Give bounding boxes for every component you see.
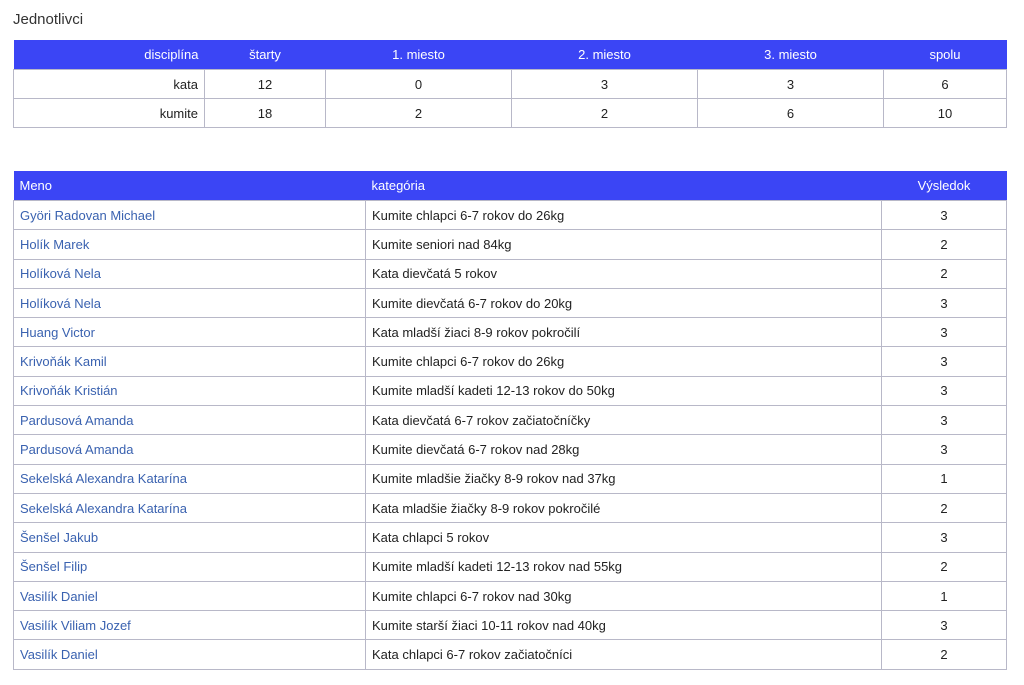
result-cell: 3 — [882, 376, 1007, 405]
result-cell: 3 — [882, 201, 1007, 230]
results-header-result: Výsledok — [882, 171, 1007, 201]
table-row — [14, 376, 1007, 405]
result-cell: 3 — [882, 347, 1007, 376]
name-cell — [14, 318, 366, 347]
summary-cell-discipline: kata — [14, 70, 205, 99]
summary-cell-second-place: 3 — [512, 70, 698, 99]
result-cell: 1 — [882, 464, 1007, 493]
table-row — [14, 493, 1007, 522]
athlete-name-link[interactable]: Vasilík Daniel — [20, 588, 98, 604]
category-cell: Kata mladší žiaci 8-9 rokov pokročilí — [366, 318, 882, 347]
athlete-name-link[interactable]: Holíková Nela — [20, 266, 101, 282]
athlete-name-link[interactable]: Györi Radovan Michael — [20, 207, 156, 223]
category-cell: Kumite chlapci 6-7 rokov nad 30kg — [366, 581, 882, 610]
table-row — [14, 523, 1007, 552]
result-cell: 2 — [882, 259, 1007, 288]
summary-header-third-place: 3. miesto — [698, 40, 884, 70]
summary-row — [14, 70, 1007, 99]
results-header-category: kategória — [366, 171, 882, 201]
name-cell — [14, 259, 366, 288]
category-cell: Kumite chlapci 6-7 rokov do 26kg — [366, 347, 882, 376]
category-cell: Kumite starší žiaci 10-11 rokov nad 40kg — [366, 611, 882, 640]
category-cell: Kata chlapci 5 rokov — [366, 523, 882, 552]
result-cell: 2 — [882, 230, 1007, 259]
athlete-name-link[interactable]: Vasilík Daniel — [20, 647, 98, 663]
table-row — [14, 581, 1007, 610]
summary-cell-total: 6 — [884, 70, 1007, 99]
results-header-name: Meno — [14, 171, 366, 201]
summary-cell-discipline: kumite — [14, 99, 205, 128]
table-row — [14, 611, 1007, 640]
result-cell: 3 — [882, 523, 1007, 552]
summary-table — [13, 40, 1007, 128]
table-row — [14, 230, 1007, 259]
athlete-name-link[interactable]: Holíková Nela — [20, 295, 101, 311]
result-cell: 3 — [882, 611, 1007, 640]
athlete-name-link[interactable]: Šenšel Filip — [20, 559, 88, 575]
category-cell: Kumite mladší kadeti 12-13 rokov nad 55kg — [366, 552, 882, 581]
category-cell: Kata dievčatá 5 rokov — [366, 259, 882, 288]
summary-cell-starts: 18 — [205, 99, 326, 128]
table-row — [14, 552, 1007, 581]
category-cell: Kata mladšie žiačky 8-9 rokov pokročilé — [366, 493, 882, 522]
summary-cell-first-place: 0 — [326, 70, 512, 99]
table-row — [14, 318, 1007, 347]
athlete-name-link[interactable]: Pardusová Amanda — [20, 412, 134, 428]
summary-header-starts: štarty — [205, 40, 326, 70]
table-row — [14, 347, 1007, 376]
results-header-row — [14, 171, 1007, 201]
name-cell — [14, 523, 366, 552]
category-cell: Kumite dievčatá 6-7 rokov do 20kg — [366, 288, 882, 317]
name-cell — [14, 230, 366, 259]
section-title: Jednotlivci — [13, 11, 84, 28]
athlete-name-link[interactable]: Holík Marek — [20, 236, 90, 252]
table-row — [14, 288, 1007, 317]
name-cell — [14, 376, 366, 405]
summary-header-total: spolu — [884, 40, 1007, 70]
category-cell: Kata dievčatá 6-7 rokov začiatočníčky — [366, 406, 882, 435]
table-row — [14, 640, 1007, 669]
summary-cell-third-place: 6 — [698, 99, 884, 128]
name-cell — [14, 347, 366, 376]
result-cell: 2 — [882, 640, 1007, 669]
summary-row — [14, 99, 1007, 128]
result-cell: 3 — [882, 406, 1007, 435]
table-row — [14, 259, 1007, 288]
summary-cell-first-place: 2 — [326, 99, 512, 128]
result-cell: 3 — [882, 318, 1007, 347]
athlete-name-link[interactable]: Sekelská Alexandra Katarína — [20, 471, 187, 487]
summary-header-first-place: 1. miesto — [326, 40, 512, 70]
summary-cell-third-place: 3 — [698, 70, 884, 99]
table-row — [14, 201, 1007, 230]
name-cell — [14, 201, 366, 230]
summary-header-row — [14, 40, 1007, 70]
summary-cell-starts: 12 — [205, 70, 326, 99]
name-cell — [14, 640, 366, 669]
name-cell — [14, 581, 366, 610]
table-row — [14, 464, 1007, 493]
category-cell: Kata chlapci 6-7 rokov začiatočníci — [366, 640, 882, 669]
name-cell — [14, 493, 366, 522]
category-cell: Kumite chlapci 6-7 rokov do 26kg — [366, 201, 882, 230]
athlete-name-link[interactable]: Huang Victor — [20, 324, 95, 340]
name-cell — [14, 288, 366, 317]
athlete-name-link[interactable]: Vasilík Viliam Jozef — [20, 617, 131, 633]
summary-header-discipline: disciplína — [14, 40, 205, 70]
summary-cell-total: 10 — [884, 99, 1007, 128]
result-cell: 2 — [882, 552, 1007, 581]
table-row — [14, 406, 1007, 435]
athlete-name-link[interactable]: Šenšel Jakub — [20, 529, 99, 545]
athlete-name-link[interactable]: Krivoňák Kamil — [20, 354, 107, 370]
category-cell: Kumite mladšie žiačky 8-9 rokov nad 37kg — [366, 464, 882, 493]
category-cell: Kumite seniori nad 84kg — [366, 230, 882, 259]
result-cell: 3 — [882, 435, 1007, 464]
name-cell — [14, 406, 366, 435]
result-cell: 2 — [882, 493, 1007, 522]
name-cell — [14, 552, 366, 581]
results-table — [13, 171, 1007, 670]
athlete-name-link[interactable]: Sekelská Alexandra Katarína — [20, 500, 187, 516]
result-cell: 1 — [882, 581, 1007, 610]
summary-cell-second-place: 2 — [512, 99, 698, 128]
summary-header-second-place: 2. miesto — [512, 40, 698, 70]
category-cell: Kumite mladší kadeti 12-13 rokov do 50kg — [366, 376, 882, 405]
name-cell — [14, 464, 366, 493]
name-cell — [14, 611, 366, 640]
category-cell: Kumite dievčatá 6-7 rokov nad 28kg — [366, 435, 882, 464]
table-row — [14, 435, 1007, 464]
athlete-name-link[interactable]: Krivoňák Kristián — [20, 383, 118, 399]
athlete-name-link[interactable]: Pardusová Amanda — [20, 442, 134, 458]
name-cell — [14, 435, 366, 464]
result-cell: 3 — [882, 288, 1007, 317]
